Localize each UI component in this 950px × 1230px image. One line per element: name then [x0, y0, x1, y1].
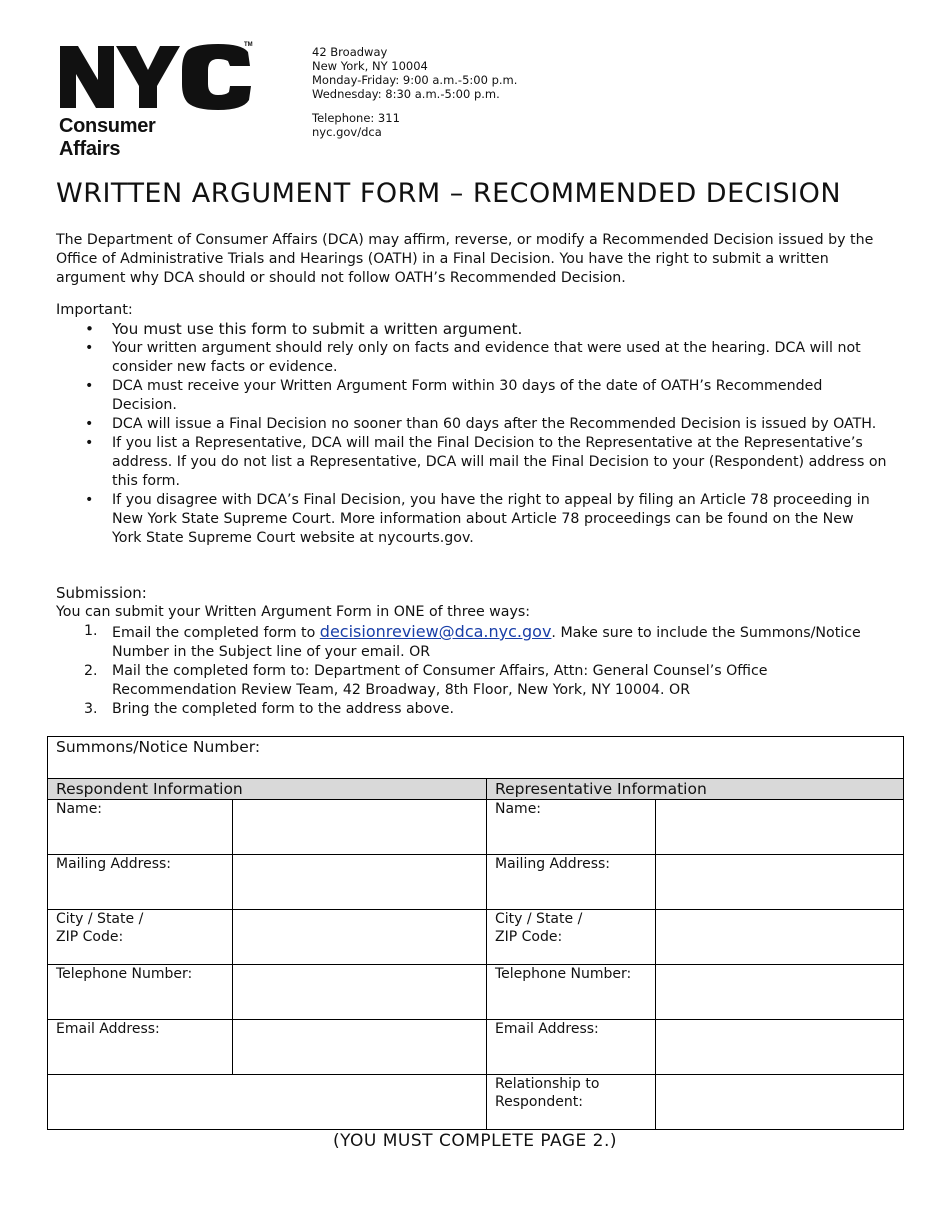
representative-mailing-address-label: Mailing Address: [487, 855, 656, 910]
label-line: ZIP Code: [56, 929, 124, 945]
submission-steps [84, 622, 892, 719]
label-line: City / State / [56, 911, 144, 927]
representative-city-state-zip-label [487, 910, 656, 965]
important-heading: Important: [56, 302, 133, 318]
address-line: 42 Broadway [312, 45, 388, 59]
summons-number-label: Summons/Notice Number: [56, 738, 261, 756]
empty-cell [48, 1075, 487, 1130]
label-line: ZIP Code: [495, 929, 563, 945]
logo-text-consumer: Consumer [59, 115, 156, 137]
intro-paragraph: The Department of Consumer Affairs (DCA) may affirm, reverse, or modify a Recommended Decision issued by the Office of Administrative Trials and Hearings (OATH) in a Final Decision. You have the right to submit a written argument why DCA should or should not follow OATH’s Recommended Decision. [56, 232, 874, 286]
list-item: • You must use this form to submit a written argument. [112, 320, 887, 339]
respondent-city-state-zip-label [48, 910, 233, 965]
respondent-section-heading: Respondent Information [48, 779, 487, 800]
nyc-logo-mark [58, 42, 254, 112]
step-number: 1. [84, 623, 98, 639]
respondent-mailing-address-input[interactable] [233, 855, 486, 909]
nyc-consumer-affairs-logo [58, 42, 258, 162]
representative-email-label: Email Address: [487, 1020, 656, 1075]
address-line: Wednesday: 8:30 a.m.-5:00 p.m. [312, 87, 500, 101]
representative-city-state-zip-input[interactable] [656, 910, 903, 964]
list-item [84, 622, 892, 662]
list-item: • If you disagree with DCA’s Final Decision, you have the right to appeal by filing an Article 78 proceeding in New York State Supreme Court. More information about Article 78 proceedings can be found on the New York State Supreme Court website at nycourts.gov. [112, 491, 887, 548]
respondent-city-state-zip-input[interactable] [233, 910, 486, 964]
representative-name-label: Name: [487, 800, 656, 855]
telephone-text: Telephone: 311 [312, 111, 400, 125]
representative-telephone-label: Telephone Number: [487, 965, 656, 1020]
submission-intro: You can submit your Written Argument Form in ONE of three ways: [56, 604, 531, 620]
submission-heading: Submission: [56, 584, 147, 602]
relationship-to-respondent-input[interactable] [656, 1075, 903, 1129]
step-text: Mail the completed form to: Department of Consumer Affairs, Attn: General Counsel’s Office Recommendation Review Team, 42 Broadway, 8th Floor, New York, NY 10004. OR [112, 663, 768, 698]
step-text: Email the completed form to [112, 625, 320, 641]
representative-email-input[interactable] [656, 1020, 903, 1074]
label-line: Respondent: [495, 1094, 583, 1110]
respondent-email-label: Email Address: [48, 1020, 233, 1075]
list-item: • DCA will issue a Final Decision no sooner than 60 days after the Recommended Decision is issued by OATH. [112, 415, 887, 434]
list-item: • If you list a Representative, DCA will mail the Final Decision to the Representative at the Representative’s address. If you do not list a Representative, DCA will mail the Final Decision to your (Respondent) address on this form. [112, 434, 887, 491]
respondent-telephone-input[interactable] [233, 965, 486, 1019]
address-line: New York, NY 10004 [312, 59, 428, 73]
step-number: 2. [84, 663, 98, 679]
step-number: 3. [84, 701, 98, 717]
logo-text-affairs: Affairs [59, 138, 121, 160]
list-item: • Your written argument should rely only on facts and evidence that were used at the hearing. DCA will not consider new facts or evidence. [112, 339, 887, 377]
respondent-telephone-label: Telephone Number: [48, 965, 233, 1020]
summons-number-field[interactable] [48, 737, 904, 779]
respondent-name-input[interactable] [233, 800, 486, 854]
list-item [84, 662, 892, 700]
office-address-block [312, 45, 517, 139]
representative-section-heading: Representative Information [487, 779, 904, 800]
representative-name-input[interactable] [656, 800, 903, 854]
representative-mailing-address-input[interactable] [656, 855, 903, 909]
step-text: Bring the completed form to the address above. [112, 701, 454, 717]
page-2-notice: (YOU MUST COMPLETE PAGE 2.) [332, 1131, 618, 1151]
representative-telephone-input[interactable] [656, 965, 903, 1019]
website-text: nyc.gov/dca [312, 125, 382, 139]
list-item: • DCA must receive your Written Argument Form within 30 days of the date of OATH’s Recommended Decision. [112, 377, 887, 415]
email-link[interactable]: decisionreview@dca.nyc.gov [319, 622, 552, 641]
step-text: . Make sure to include the Summons/Notice Number in the Subject line of your email. OR [112, 625, 861, 660]
important-list [112, 320, 887, 548]
information-form-table [47, 736, 904, 1130]
label-line: City / State / [495, 911, 583, 927]
list-item [84, 700, 892, 719]
relationship-to-respondent-label [487, 1075, 656, 1130]
trademark-symbol: TM [244, 42, 253, 48]
address-line: Monday-Friday: 9:00 a.m.-5:00 p.m. [312, 73, 518, 87]
respondent-mailing-address-label: Mailing Address: [48, 855, 233, 910]
respondent-name-label: Name: [48, 800, 233, 855]
label-line: Relationship to [495, 1076, 600, 1092]
respondent-email-input[interactable] [233, 1020, 486, 1074]
page-title: WRITTEN ARGUMENT FORM – RECOMMENDED DECISION [56, 178, 842, 209]
